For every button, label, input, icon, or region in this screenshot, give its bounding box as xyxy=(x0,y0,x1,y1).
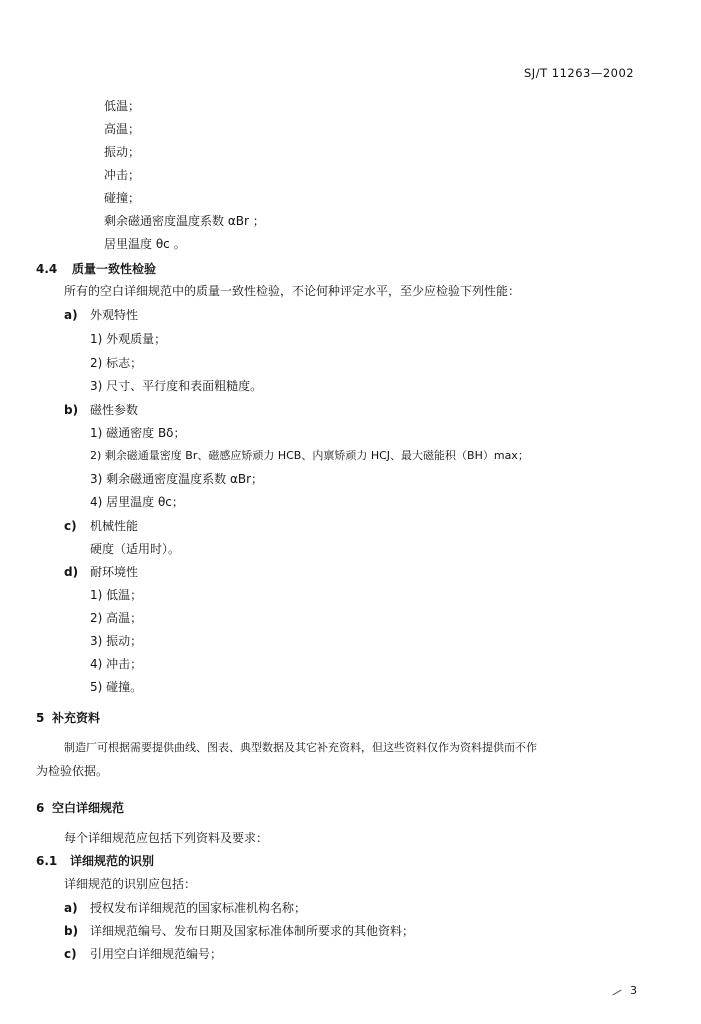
list-item: 详细规范编号、发布日期及国家标准体制所要求的其他资料； xyxy=(90,924,415,938)
section-number: 4.4 xyxy=(36,262,58,276)
paragraph: 每个详细规范应包括下列资料及要求： xyxy=(64,831,269,845)
list-item: 3) 尺寸、平行度和表面粗糙度。 xyxy=(90,379,263,393)
list-item: 振动； xyxy=(104,145,141,159)
standard-code-header: SJ/T 11263—2002 xyxy=(524,66,635,80)
list-item: 1) 外观质量； xyxy=(90,332,167,346)
list-item: 2) 剩余磁通量密度 Br、磁感应矫顽力 HCB、内禀矫顽力 HCJ、最大磁能积（BH）max； xyxy=(90,449,529,462)
paragraph: 制造厂可根据需要提供曲线、图表、典型数据及其它补充资料，但这些资料仅作为资料提供而不作 xyxy=(64,741,537,754)
list-item: 冲击； xyxy=(104,168,141,182)
section-title: 质量一致性检验 xyxy=(72,262,157,276)
list-item: 3) 剩余磁通密度温度系数 αBr； xyxy=(90,472,264,486)
section-number: 6.1 xyxy=(36,854,58,868)
list-item: 碰撞； xyxy=(104,191,141,205)
paragraph: 为检验依据。 xyxy=(36,764,109,778)
list-item: 1) 低温； xyxy=(90,588,143,602)
paragraph: 所有的空白详细规范中的质量一致性检验，不论何种评定水平，至少应检验下列性能： xyxy=(64,284,521,298)
section-title: 详细规范的识别 xyxy=(70,854,155,868)
list-item: 高温； xyxy=(104,122,141,136)
list-item: 引用空白详细规范编号； xyxy=(90,947,223,961)
list-item: 授权发布详细规范的国家标准机构名称； xyxy=(90,901,307,915)
list-label: b) xyxy=(64,403,79,417)
list-item: 1) 磁通密度 Bδ； xyxy=(90,426,186,440)
list-item: 低温； xyxy=(104,99,141,113)
list-label: a) xyxy=(64,308,78,322)
list-title: 机械性能 xyxy=(90,519,139,533)
list-item: 2) 高温； xyxy=(90,611,143,625)
section-title: 空白详细规范 xyxy=(52,801,125,815)
list-item: 居里温度 θc 。 xyxy=(104,237,186,251)
list-label: a) xyxy=(64,901,78,915)
list-item: 4) 居里温度 θc； xyxy=(90,495,184,509)
section-title: 补充资料 xyxy=(52,711,101,725)
section-number: 5 xyxy=(36,711,45,725)
paragraph: 详细规范的识别应包括： xyxy=(64,877,197,891)
paragraph: 硬度（适用时）。 xyxy=(90,542,181,556)
list-title: 耐环境性 xyxy=(90,565,139,579)
list-title: 磁性参数 xyxy=(90,403,139,417)
list-label: c) xyxy=(64,947,77,961)
list-label: c) xyxy=(64,519,77,533)
list-item: 剩余磁通密度温度系数 αBr ； xyxy=(104,214,265,228)
list-item: 3) 振动； xyxy=(90,634,143,648)
list-label: b) xyxy=(64,924,79,938)
list-label: d) xyxy=(64,565,79,579)
list-item: 2) 标志； xyxy=(90,356,143,370)
list-item: 4) 冲击； xyxy=(90,657,143,671)
scan-mark xyxy=(612,990,621,996)
list-title: 外观特性 xyxy=(90,308,139,322)
list-item: 5) 碰撞。 xyxy=(90,680,143,694)
section-number: 6 xyxy=(36,801,45,815)
page-number: 3 xyxy=(630,984,637,997)
